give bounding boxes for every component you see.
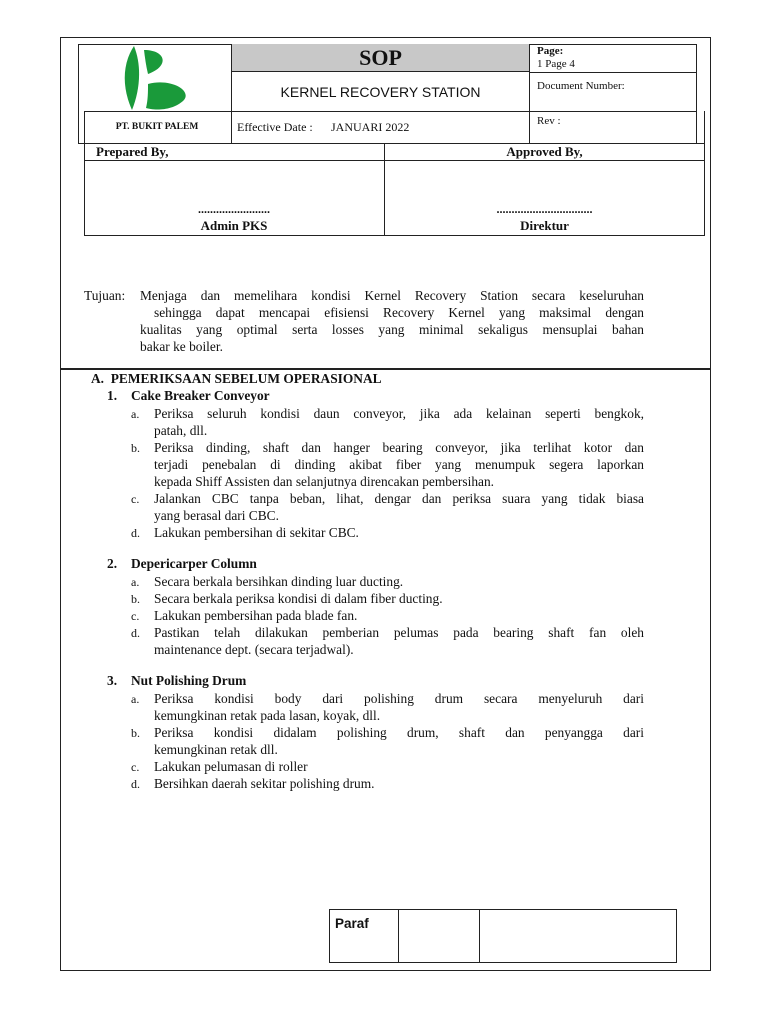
section-a-title: A. PEMERIKSAAN SEBELUM OPERASIONAL xyxy=(91,371,382,386)
prepared-name: Admin PKS xyxy=(200,218,268,233)
prepared-by-label: Prepared By, xyxy=(96,144,169,159)
approved-name: Direktur xyxy=(520,218,569,233)
sub-item-letter: c. xyxy=(131,760,140,774)
item-title: Cake Breaker Conveyor xyxy=(131,388,270,403)
paraf-divider-2 xyxy=(479,909,480,963)
purpose-line-3: kualitas yang optimal serta losses yang minimal sekaligus mensuplai bahan xyxy=(140,322,644,337)
company-name: PT. BUKIT PALEM xyxy=(115,122,199,132)
sub-item-letter: a. xyxy=(131,692,140,706)
sub-item-text: Periksa kondisi body dari polishing drum secara menyeluruh dari xyxy=(154,691,644,706)
sub-item-text: Lakukan pembersihan pada blade fan. xyxy=(154,608,358,623)
approved-signature-line: ................................ xyxy=(496,202,593,216)
sub-item-text: kepada Shiff Assisten dan selanjutnya direncakan pembersihan. xyxy=(154,474,495,489)
header-divider-title xyxy=(231,111,529,112)
sub-item-letter: d. xyxy=(131,777,140,791)
rev-label: Rev : xyxy=(537,115,561,127)
sub-item-text: Pastikan telah dilakukan pemberian pelumas pada bearing shaft fan oleh xyxy=(154,625,644,640)
sub-item-text: patah, dll. xyxy=(154,423,208,438)
sub-item-text: yang berasal dari CBC. xyxy=(154,508,279,523)
section-divider xyxy=(60,368,711,370)
station-title: KERNEL RECOVERY STATION xyxy=(280,84,481,100)
sub-item-text: Secara berkala bersihkan dinding luar ducting. xyxy=(154,574,404,589)
sub-item-text: terjadi penebalan di dinding akibat fiber yang menumpuk segera laporkan xyxy=(154,457,644,472)
header-divider-meta xyxy=(529,44,530,144)
item-number: 2. xyxy=(107,556,118,571)
page-label: Page: xyxy=(537,45,564,57)
sub-item-text: Lakukan pembersihan di sekitar CBC. xyxy=(154,525,359,540)
item-title: Depericarper Column xyxy=(131,556,257,571)
rev-cell-right xyxy=(704,111,705,144)
sub-item-letter: c. xyxy=(131,609,140,623)
effective-date-label: Effective Date : xyxy=(237,120,313,134)
sub-item-text: Secara berkala periksa kondisi di dalam fiber ducting. xyxy=(154,591,443,606)
item-number: 1. xyxy=(107,388,118,403)
doc-type-title: SOP xyxy=(359,45,402,70)
paraf-label: Paraf xyxy=(335,916,369,931)
paraf-divider-1 xyxy=(398,909,399,963)
approved-by-label: Approved By, xyxy=(506,144,583,159)
document-number-label: Document Number: xyxy=(537,80,625,92)
header-divider-page xyxy=(529,72,697,73)
purpose-line-4: bakar ke boiler. xyxy=(140,339,223,354)
sub-item-letter: b. xyxy=(131,726,140,740)
sub-item-text: Jalankan CBC tanpa beban, lihat, dengar dan periksa suara yang tidak biasa xyxy=(154,491,644,506)
purpose-line-2: sehingga dapat mencapai efisiensi Recovery Kernel yang maksimal dengan xyxy=(154,305,644,320)
sub-item-text: Periksa seluruh kondisi daun conveyor, jika ada kelainan seperti bengkok, xyxy=(154,406,644,421)
paraf-table xyxy=(329,909,677,963)
sub-item-letter: a. xyxy=(131,575,140,589)
sub-item-text: Periksa dinding, shaft dan hanger bearing conveyor, jika terlihat kotor dan xyxy=(154,440,644,455)
page-value: 1 Page 4 xyxy=(537,58,575,70)
sub-item-text: Lakukan pelumasan di roller xyxy=(154,759,308,774)
effective-date-value: JANUARI 2022 xyxy=(331,120,410,134)
sub-item-letter: d. xyxy=(131,626,140,640)
header-divider-docnum xyxy=(529,111,697,112)
sub-item-text: Periksa kondisi didalam polishing drum, shaft dan penyangga dari xyxy=(154,725,644,740)
item-number: 3. xyxy=(107,673,118,688)
signature-header-divider xyxy=(84,160,705,161)
prepared-signature-line: ........................ xyxy=(198,202,270,216)
sub-item-text: maintenance dept. (secara terjadwal). xyxy=(154,642,354,657)
sub-item-letter: c. xyxy=(131,492,140,506)
sub-item-letter: b. xyxy=(131,592,140,606)
sub-item-letter: d. xyxy=(131,526,140,540)
purpose-label: Tujuan: xyxy=(84,288,126,303)
sub-item-letter: b. xyxy=(131,441,140,455)
sub-item-text: kemungkinan retak dll. xyxy=(154,742,278,757)
purpose-line-1: Menjaga dan memelihara kondisi Kernel Recovery Station secara keseluruhan xyxy=(140,288,644,303)
sub-item-letter: a. xyxy=(131,407,140,421)
sub-item-text: Bersihkan daerah sekitar polishing drum. xyxy=(154,776,375,791)
item-title: Nut Polishing Drum xyxy=(131,673,247,688)
sub-item-text: kemungkinan retak pada lasan, koyak, dll. xyxy=(154,708,381,723)
company-logo-icon xyxy=(118,44,190,112)
